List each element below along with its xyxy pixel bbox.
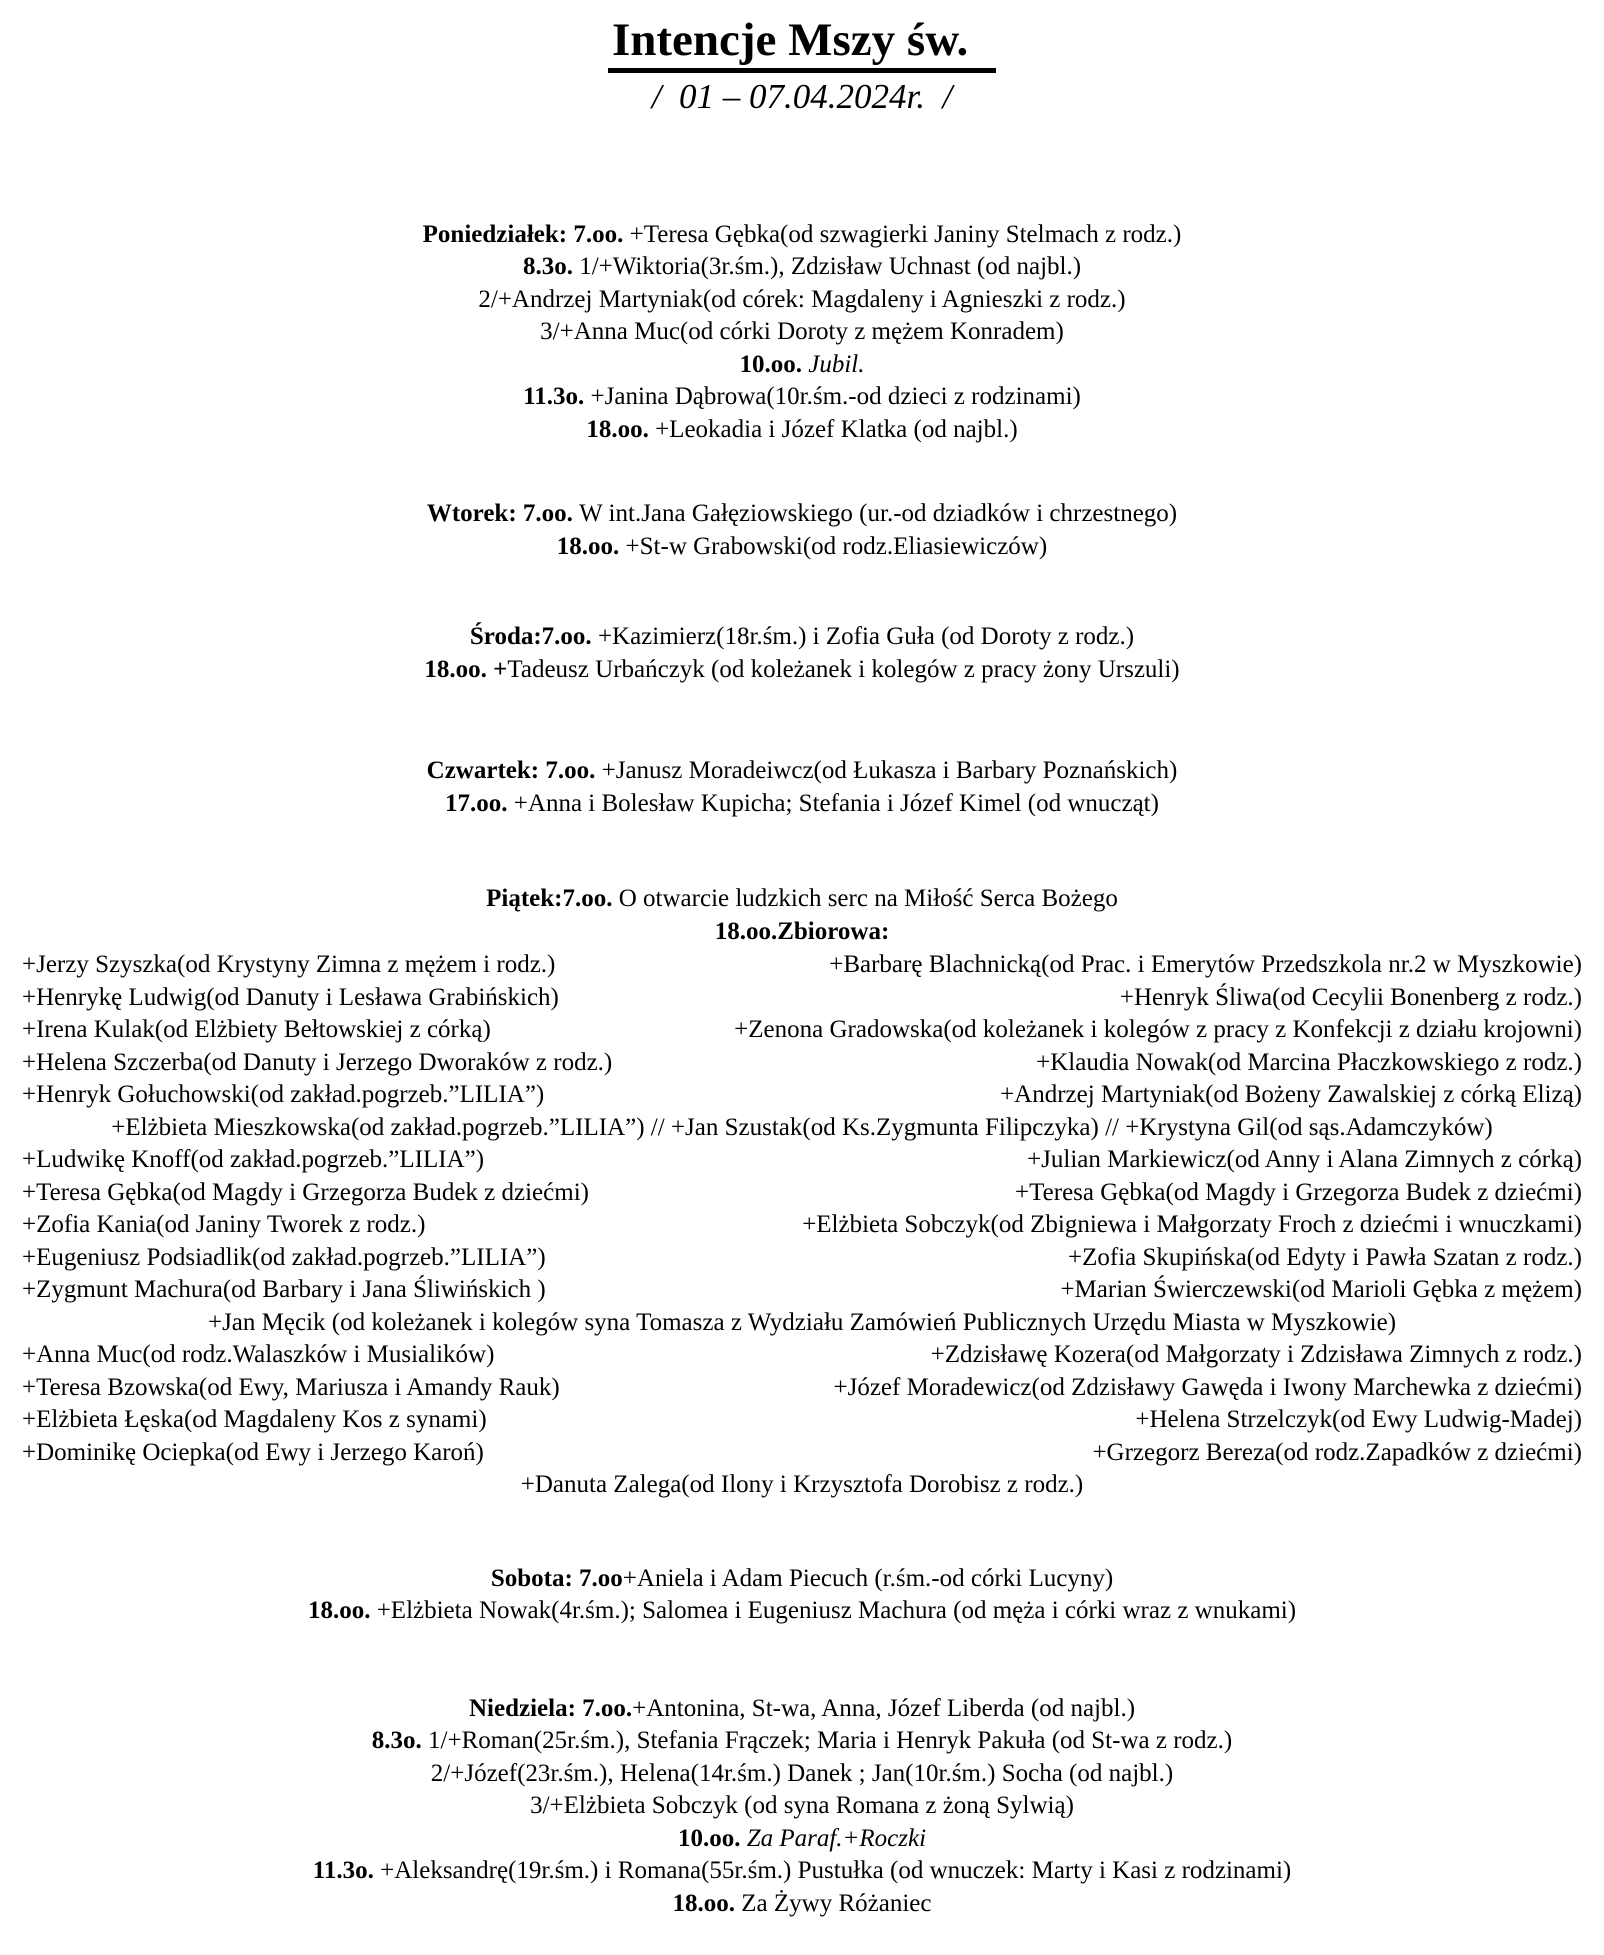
mass-line bbox=[18, 219, 1586, 252]
mass-time-label: 11.3o. bbox=[523, 383, 591, 411]
day-section-sobota bbox=[18, 1563, 1586, 1628]
mass-time-label: 18.oo. bbox=[586, 415, 656, 443]
mass-time-label: 11.3o. bbox=[312, 1857, 381, 1885]
intention-text: +Janina Dąbrowa(10r.śm.-od dzieci z rodzinami) bbox=[590, 383, 1081, 411]
collective-intention-left: +Dominikę Ociepka(od Ewy i Jerzego Karoń) bbox=[22, 1438, 484, 1466]
intention-text: 3/+Anna Muc(od córki Doroty z mężem Konradem) bbox=[540, 318, 1064, 346]
collective-intention-right: +Teresa Gębka(od Magdy i Grzegorza Budek z dziećmi) bbox=[1015, 1178, 1582, 1206]
collective-intention: +Jan Męcik (od koleżanek i kolegów syna Tomasza z Wydziału Zamówień Publicznych Urzędu Miasta w Myszkowie) bbox=[207, 1308, 1397, 1336]
collective-intention: +Elżbieta Mieszkowska(od zakład.pogrzeb.”LILIA”) // +Jan Szustak(od Ks.Zygmunta Filipczyka) // +Krystyna Gil(od sąs.Adamczyków) bbox=[111, 1113, 1493, 1141]
collective-row bbox=[18, 1242, 1586, 1275]
intention-text: +Teresa Gębka(od szwagierki Janiny Stelmach z rodz.) bbox=[629, 220, 1182, 248]
collective-row bbox=[18, 1307, 1586, 1340]
collective-intention-left: +Teresa Bzowska(od Ewy, Mariusza i Amandy Rauk) bbox=[22, 1373, 560, 1401]
collective-row bbox=[18, 949, 1586, 982]
collective-row bbox=[18, 1112, 1586, 1145]
mass-line bbox=[18, 1693, 1586, 1726]
mass-line bbox=[18, 316, 1586, 349]
mass-time-label: Czwartek: 7.oo. bbox=[426, 757, 602, 785]
collective-intention-left: +Irena Kulak(od Elżbiety Bełtowskiej z córką) bbox=[22, 1016, 491, 1044]
mass-line bbox=[18, 1595, 1586, 1628]
mass-time-label: Niedziela: 7.oo. bbox=[468, 1694, 633, 1722]
mass-line bbox=[18, 788, 1586, 821]
intention-text: +Aleksandrę(19r.śm.) i Romana(55r.śm.) Pustułka (od wnuczek: Marty i Kasi z rodzinami) bbox=[380, 1857, 1292, 1885]
collective-intention-right: +Marian Świerczewski(od Marioli Gębka z mężem) bbox=[1060, 1276, 1582, 1304]
mass-line bbox=[18, 1563, 1586, 1596]
mass-line bbox=[18, 381, 1586, 414]
intention-text: W int.Jana Gałęziowskiego (ur.-od dziadków i chrzestnego) bbox=[579, 500, 1178, 528]
collective-intention-left: +Zygmunt Machura(od Barbary i Jana Śliwińskich ) bbox=[22, 1276, 546, 1304]
intention-text: +Aniela i Adam Piecuch (r.śm.-od córki Lucyny) bbox=[622, 1564, 1114, 1592]
intention-text: 1/+Roman(25r.śm.), Stefania Frączek; Maria i Henryk Pakuła (od St-wa z rodz.) bbox=[428, 1727, 1233, 1755]
collective-intention-right: +Helena Strzelczyk(od Ewy Ludwig-Madej) bbox=[1135, 1406, 1582, 1434]
collective-intention-right: +Julian Markiewicz(od Anny i Alana Zimnych z córką) bbox=[1027, 1146, 1582, 1174]
mass-line bbox=[18, 349, 1586, 382]
mass-line bbox=[18, 284, 1586, 317]
collective-intention-right: +Zenona Gradowska(od koleżanek i kolegów z pracy z Konfekcji z działu krojowni) bbox=[734, 1016, 1582, 1044]
mass-time-label: Środa:7.oo. bbox=[469, 623, 598, 651]
mass-time-label: 18.oo. bbox=[556, 532, 626, 560]
mass-time-label: 8.3o. bbox=[522, 253, 580, 281]
collective-intention-right: +Andrzej Martyniak(od Bożeny Zawalskiej z córką Elizą) bbox=[1000, 1081, 1582, 1109]
collective-row bbox=[18, 1144, 1586, 1177]
mass-line bbox=[18, 654, 1586, 687]
collective-intention-right: +Henryk Śliwa(od Cecylii Bonenberg z rodz.) bbox=[1119, 983, 1582, 1011]
collective-intention-right: +Elżbieta Sobczyk(od Zbigniewa i Małgorzaty Froch z dziećmi i wnuczkami) bbox=[802, 1211, 1582, 1239]
mass-line bbox=[18, 1758, 1586, 1791]
collective-intention-right: +Józef Moradewicz(od Zdzisławy Gawęda i Iwony Marchewka z dziećmi) bbox=[833, 1373, 1582, 1401]
collective-row bbox=[18, 1469, 1586, 1502]
collective-intention-left: +Henrykę Ludwig(od Danuty i Lesława Grabińskich) bbox=[22, 983, 559, 1011]
day-section-piatek bbox=[18, 883, 1586, 1502]
intention-text: 2/+Andrzej Martyniak(od córek: Magdaleny i Agnieszki z rodz.) bbox=[478, 285, 1126, 313]
intention-text: O otwarcie ludzkich serc na Miłość Serca Bożego bbox=[618, 885, 1118, 913]
collective-intention-left: +Henryk Gołuchowski(od zakład.pogrzeb.”LILIA”) bbox=[22, 1081, 545, 1109]
collective-intention-left: +Anna Muc(od rodz.Walaszków i Musialików) bbox=[22, 1341, 495, 1369]
mass-time-label: 17.oo. bbox=[445, 789, 514, 817]
intention-text: Za Żywy Różaniec bbox=[741, 1889, 932, 1917]
mass-line bbox=[18, 1888, 1586, 1921]
mass-line bbox=[18, 1823, 1586, 1856]
mass-line bbox=[18, 498, 1586, 531]
mass-line bbox=[18, 1725, 1586, 1758]
mass-time-label: Poniedziałek: 7.oo. bbox=[422, 220, 630, 248]
collective-intention-right: +Zdzisławę Kozera(od Małgorzaty i Zdzisława Zimnych z rodz.) bbox=[930, 1341, 1582, 1369]
collective-intention: +Danuta Zalega(od Ilony i Krzysztofa Dorobisz z rodz.) bbox=[520, 1471, 1084, 1499]
mass-time-label: Piątek:7.oo. bbox=[486, 885, 619, 913]
mass-time-label: 10.oo. bbox=[677, 1824, 747, 1852]
intention-text: +Leokadia i Józef Klatka (od najbl.) bbox=[655, 415, 1018, 443]
intention-text: +Kazimierz(18r.śm.) i Zofia Guła (od Doroty z rodz.) bbox=[597, 623, 1135, 651]
collective-intention-right: +Klaudia Nowak(od Marcina Płaczkowskiego z rodz.) bbox=[1036, 1048, 1582, 1076]
day-section-niedziela bbox=[18, 1693, 1586, 1921]
mass-time-label: Sobota: 7.oo bbox=[490, 1564, 623, 1592]
collective-intention-left: +Helena Szczerba(od Danuty i Jerzego Dworaków z rodz.) bbox=[22, 1048, 613, 1076]
mass-time-label: 8.3o. bbox=[371, 1727, 429, 1755]
collective-intention-right: +Zofia Skupińska(od Edyty i Pawła Szatan z rodz.) bbox=[1068, 1243, 1582, 1271]
intentions-list bbox=[18, 219, 1586, 1921]
intention-text-italic: Za Paraf.+Roczki bbox=[746, 1824, 927, 1852]
mass-time-label: 18.oo. + bbox=[424, 655, 508, 683]
collective-row bbox=[18, 1274, 1586, 1307]
collective-row bbox=[18, 1339, 1586, 1372]
collective-row bbox=[18, 1014, 1586, 1047]
title-row bbox=[18, 14, 1586, 73]
mass-time-label: Wtorek: 7.oo. bbox=[426, 500, 580, 528]
mass-time-label: 18.oo.Zbiorowa: bbox=[714, 917, 890, 945]
mass-time-label: 10.oo. bbox=[739, 350, 809, 378]
collective-row bbox=[18, 1177, 1586, 1210]
collective-row bbox=[18, 1047, 1586, 1080]
page-title: Intencje Mszy św. bbox=[608, 14, 996, 73]
mass-line bbox=[18, 755, 1586, 788]
mass-line bbox=[18, 531, 1586, 564]
mass-line bbox=[18, 621, 1586, 654]
collective-row bbox=[18, 1079, 1586, 1112]
collective-intention-left: +Eugeniusz Podsiadlik(od zakład.pogrzeb.”LILIA”) bbox=[22, 1243, 546, 1271]
mass-line bbox=[18, 1855, 1586, 1888]
collective-row bbox=[18, 982, 1586, 1015]
mass-line bbox=[18, 414, 1586, 447]
intention-text: +Anna i Bolesław Kupicha; Stefania i Józef Kimel (od wnucząt) bbox=[513, 789, 1159, 817]
collective-intention-left: +Jerzy Szyszka(od Krystyny Zimna z mężem i rodz.) bbox=[22, 951, 556, 979]
intention-text-italic: Jubil. bbox=[808, 350, 865, 378]
collective-intention-left: +Ludwikę Knoff(od zakład.pogrzeb.”LILIA”) bbox=[22, 1146, 485, 1174]
intention-text: +St-w Grabowski(od rodz.Eliasiewiczów) bbox=[625, 532, 1048, 560]
day-section-wtorek bbox=[18, 498, 1586, 563]
collective-intentions bbox=[18, 949, 1586, 1502]
mass-time-label: 18.oo. bbox=[672, 1889, 742, 1917]
mass-line bbox=[18, 1790, 1586, 1823]
mass-line bbox=[18, 883, 1586, 916]
collective-intention-left: +Elżbieta Łęska(od Magdaleny Kos z synami) bbox=[22, 1406, 487, 1434]
mass-line bbox=[18, 251, 1586, 284]
collective-row bbox=[18, 1372, 1586, 1405]
collective-intention-right: +Barbarę Blachnicką(od Prac. i Emerytów Przedszkola nr.2 w Myszkowie) bbox=[829, 951, 1582, 979]
collective-row bbox=[18, 1437, 1586, 1470]
date-range: / 01 – 07.04.2024r. / bbox=[651, 76, 953, 116]
intention-text: +Janusz Moradeiwcz(od Łukasza i Barbary Poznańskich) bbox=[601, 757, 1178, 785]
mass-time-label: 18.oo. bbox=[307, 1597, 377, 1625]
collective-intention-left: +Teresa Gębka(od Magdy i Grzegorza Budek z dziećmi) bbox=[22, 1178, 589, 1206]
intention-text: +Elżbieta Nowak(4r.śm.); Salomea i Eugeniusz Machura (od męża i córki wraz z wnukami) bbox=[376, 1597, 1297, 1625]
intention-text: +Antonina, St-wa, Anna, Józef Liberda (od najbl.) bbox=[632, 1694, 1136, 1722]
collective-intention-left: +Zofia Kania(od Janiny Tworek z rodz.) bbox=[22, 1211, 426, 1239]
collective-intention-right: +Grzegorz Bereza(od rodz.Zapadków z dziećmi) bbox=[1092, 1438, 1582, 1466]
mass-line bbox=[18, 916, 1586, 949]
intention-text: Tadeusz Urbańczyk (od koleżanek i kolegów z pracy żony Urszuli) bbox=[507, 655, 1180, 683]
day-section-czwartek bbox=[18, 755, 1586, 820]
day-section-poniedzialek bbox=[18, 219, 1586, 447]
intention-text: 3/+Elżbieta Sobczyk (od syna Romana z żoną Sylwią) bbox=[530, 1792, 1074, 1820]
intention-text: 2/+Józef(23r.śm.), Helena(14r.śm.) Danek ; Jan(10r.śm.) Socha (od najbl.) bbox=[430, 1759, 1174, 1787]
intention-text: 1/+Wiktoria(3r.śm.), Zdzisław Uchnast (od najbl.) bbox=[579, 253, 1082, 281]
collective-row bbox=[18, 1404, 1586, 1437]
day-section-sroda bbox=[18, 621, 1586, 686]
collective-row bbox=[18, 1209, 1586, 1242]
